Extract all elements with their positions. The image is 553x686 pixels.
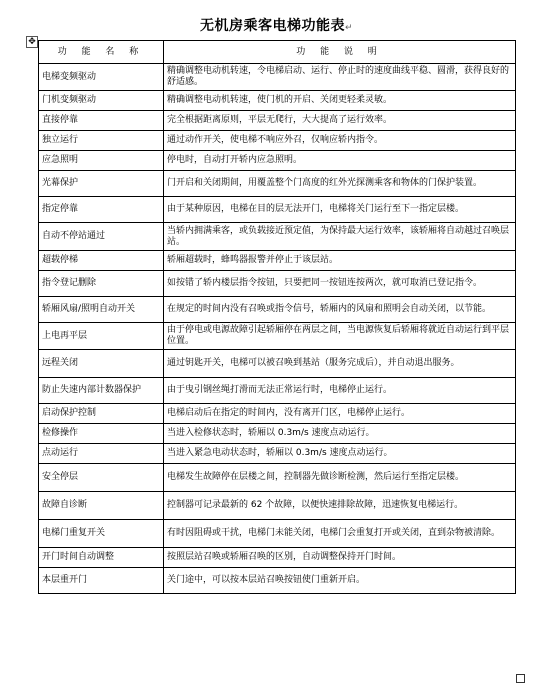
table-row xyxy=(39,323,516,350)
function-name-cell: 指定停靠 xyxy=(39,197,164,223)
table-row xyxy=(39,64,516,91)
function-desc-cell: 通过钥匙开关，电梯可以被召唤到基站（服务完成后），并自动退出服务。 xyxy=(164,350,516,378)
function-table xyxy=(38,40,516,594)
table-row xyxy=(39,91,516,111)
table-move-handle-icon[interactable]: ✥ xyxy=(26,36,38,48)
table-row xyxy=(39,424,516,444)
function-desc-cell: 精确调整电动机转速，令电梯启动、运行、停止时的速度曲线平稳、圆滑，获得良好的舒适感。 xyxy=(164,64,516,91)
function-desc-cell: 电梯发生故障停在层楼之间，控制器先做诊断检测，然后运行至指定层楼。 xyxy=(164,464,516,492)
function-name-cell: 光幕保护 xyxy=(39,171,164,197)
function-desc-cell: 电梯启动后在指定的时间内，没有离开门区，电梯停止运行。 xyxy=(164,404,516,424)
function-name-cell: 门机变频驱动 xyxy=(39,91,164,111)
function-name-cell: 防止失速内部计数器保护 xyxy=(39,378,164,404)
table-header-row xyxy=(39,41,516,64)
table-row xyxy=(39,378,516,404)
table-row xyxy=(39,197,516,223)
function-name-cell: 开门时间自动调整 xyxy=(39,548,164,568)
function-name-cell: 电梯变频驱动 xyxy=(39,64,164,91)
function-name-cell: 远程关闭 xyxy=(39,350,164,378)
table-row xyxy=(39,271,516,297)
table-row xyxy=(39,223,516,251)
table-row xyxy=(39,131,516,151)
function-desc-cell: 控制器可记录最新的 62 个故障，以便快速排除故障，迅速恢复电梯运行。 xyxy=(164,492,516,520)
function-name-cell: 电梯门重复开关 xyxy=(39,520,164,548)
function-desc-cell: 当轿内拥满乘客，或负载接近预定值，为保持最大运行效率，该轿厢将自动越过召唤层站。 xyxy=(164,223,516,251)
table-row xyxy=(39,464,516,492)
table-row xyxy=(39,568,516,594)
function-name-cell: 轿厢风扇/照明自动开关 xyxy=(39,297,164,323)
function-name-cell: 点动运行 xyxy=(39,444,164,464)
function-desc-cell: 停电时，自动打开轿内应急照明。 xyxy=(164,151,516,171)
title-text: 无机房乘客电梯功能表 xyxy=(199,18,345,34)
function-name-cell: 安全停层 xyxy=(39,464,164,492)
function-name-cell: 检修操作 xyxy=(39,424,164,444)
table-row xyxy=(39,251,516,271)
function-name-cell: 本层重开门 xyxy=(39,568,164,594)
function-name-cell: 启动保护控制 xyxy=(39,404,164,424)
table-row xyxy=(39,350,516,378)
function-name-cell: 指令登记删除 xyxy=(39,271,164,297)
header-function-desc: 功 能 说 明 xyxy=(164,41,516,64)
function-desc-cell: 关门途中，可以按本层站召唤按钮使门重新开启。 xyxy=(164,568,516,594)
paragraph-mark: ↵ xyxy=(344,23,354,33)
table-row xyxy=(39,297,516,323)
function-name-cell: 超载停梯 xyxy=(39,251,164,271)
function-desc-cell: 精确调整电动机转速，使门机的开启、关闭更轻柔灵敏。 xyxy=(164,91,516,111)
function-desc-cell: 完全根据距离原则，平层无爬行，大大提高了运行效率。 xyxy=(164,111,516,131)
function-name-cell: 直接停靠 xyxy=(39,111,164,131)
table-row xyxy=(39,404,516,424)
header-function-name: 功 能 名 称 xyxy=(39,41,164,64)
function-desc-cell: 由于某种原因，电梯在目的层无法开门，电梯将关门运行至下一指定层楼。 xyxy=(164,197,516,223)
function-name-cell: 应急照明 xyxy=(39,151,164,171)
function-desc-cell: 轿厢超载时，蜂鸣器报警并停止于该层站。 xyxy=(164,251,516,271)
function-desc-cell: 门开启和关闭期间，用覆盖整个门高度的红外光探测乘客和物体的门保护装置。 xyxy=(164,171,516,197)
function-name-cell: 故障自诊断 xyxy=(39,492,164,520)
function-desc-cell: 通过动作开关，使电梯不响应外召，仅响应轿内指令。 xyxy=(164,131,516,151)
table-row xyxy=(39,151,516,171)
table-row xyxy=(39,548,516,568)
function-desc-cell: 如按错了轿内楼层指令按钮，只要把同一按钮连按两次，就可取消已登记指令。 xyxy=(164,271,516,297)
page-title xyxy=(0,15,553,35)
function-name-cell: 自动不停站通过 xyxy=(39,223,164,251)
table-row xyxy=(39,111,516,131)
function-desc-cell: 有时因阻碍或干扰，电梯门未能关闭，电梯门会重复打开或关闭，直到杂物被清除。 xyxy=(164,520,516,548)
function-desc-cell: 由于停电或电源故障引起轿厢停在两层之间，当电源恢复后轿厢将就近自动运行到平层位置。 xyxy=(164,323,516,350)
table-row xyxy=(39,520,516,548)
table-row xyxy=(39,171,516,197)
function-desc-cell: 当进入紧急电动状态时，轿厢以 0.3m/s 速度点动运行。 xyxy=(164,444,516,464)
function-name-cell: 上电再平层 xyxy=(39,323,164,350)
function-name-cell: 独立运行 xyxy=(39,131,164,151)
function-desc-cell: 在规定的时间内没有召唤或指令信号，轿厢内的风扇和照明会自动关闭，以节能。 xyxy=(164,297,516,323)
table-row xyxy=(39,492,516,520)
table-row xyxy=(39,444,516,464)
function-desc-cell: 由于曳引钢丝绳打滑而无法正常运行时，电梯停止运行。 xyxy=(164,378,516,404)
table-resize-handle[interactable] xyxy=(516,674,525,683)
function-desc-cell: 按照层站召唤或轿厢召唤的区别，自动调整保持开门时间。 xyxy=(164,548,516,568)
function-desc-cell: 当进入检修状态时，轿厢以 0.3m/s 速度点动运行。 xyxy=(164,424,516,444)
